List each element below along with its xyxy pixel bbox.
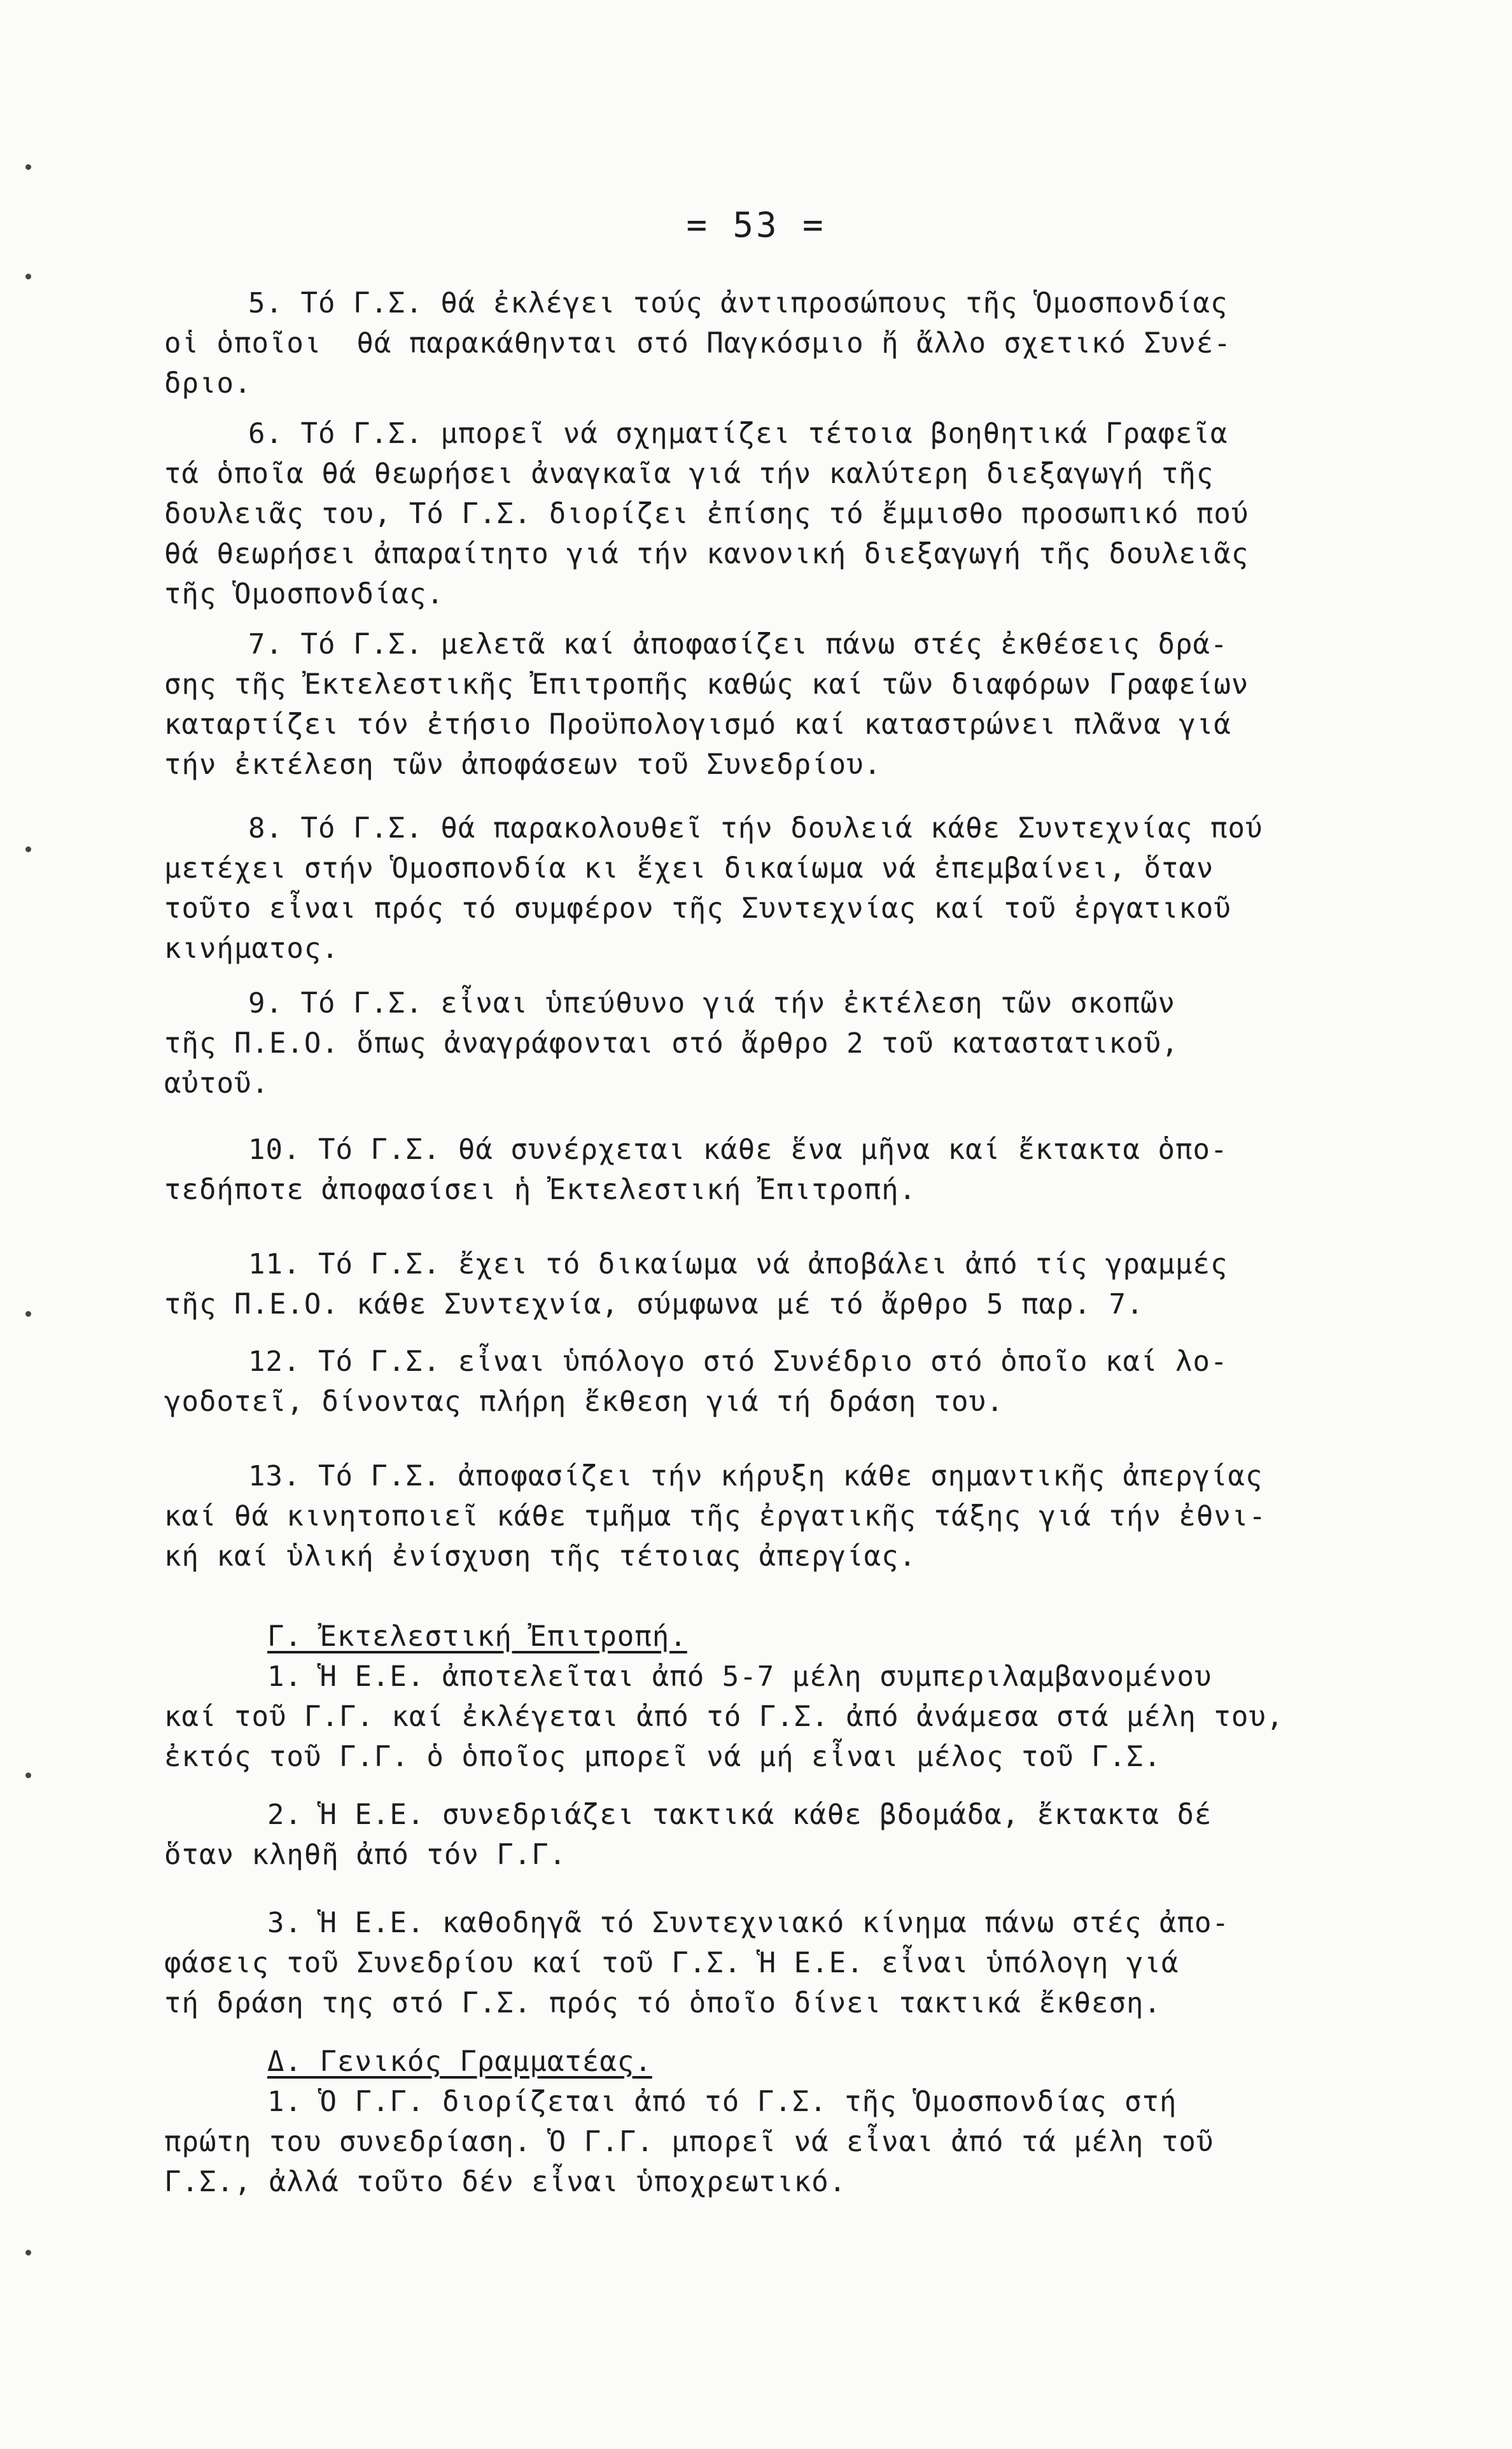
text-line: τήν ἐκτέλεση τῶν ἀποφάσεων τοῦ Συνεδρίου. (164, 748, 882, 781)
text-line: τῆς Ὁμοσπονδίας. (164, 578, 444, 610)
text-line: 8. Τό Γ.Σ. θά παρακολουθεῖ τήν δουλειά κάθε Συντεχνίας πού (248, 812, 1263, 845)
left-margin-mark (25, 1311, 31, 1317)
text-line: γοδοτεῖ, δίνοντας πλήρη ἔκθεση γιά τή δράση του. (164, 1386, 1004, 1418)
text-line: δριο. (164, 367, 252, 400)
section-heading: Δ. Γενικός Γραμματέας. (267, 2046, 652, 2078)
text-line: 11. Τό Γ.Σ. ἔχει τό δικαίωμα νά ἀποβάλει ἀπό τίς γραμμές (248, 1248, 1228, 1281)
left-margin-mark (25, 164, 31, 170)
text-line: 10. Τό Γ.Σ. θά συνέρχεται κάθε ἕνα μῆνα καί ἔκτακτα ὁπο- (248, 1133, 1228, 1166)
text-line: θά θεωρήσει ἀπαραίτητο γιά τήν κανονική διεξαγωγή τῆς δουλειᾶς (164, 538, 1249, 570)
left-margin-mark (25, 274, 31, 279)
text-line: οἱ ὁποῖοι θά παρακάθηνται στό Παγκόσμιο ἤ ἄλλο σχετικό Συνέ- (164, 327, 1231, 360)
text-line: 6. Τό Γ.Σ. μπορεῖ νά σχηματίζει τέτοια βοηθητικά Γραφεῖα (248, 418, 1228, 450)
text-line: 3. Ἡ Ε.Ε. καθοδηγᾶ τό Συντεχνιακό κίνημα πάνω στές ἀπο- (267, 1907, 1229, 1939)
text-line: φάσεις τοῦ Συνεδρίου καί τοῦ Γ.Σ. Ἡ Ε.Ε. εἶναι ὑπόλογη γιά (164, 1947, 1179, 1979)
text-line: τοῦτο εἶναι πρός τό συμφέρον τῆς Συντεχνίας καί τοῦ ἐργατικοῦ (164, 892, 1231, 925)
text-line: σης τῆς Ἐκτελεστικῆς Ἐπιτροπῆς καθώς καί τῶν διαφόρων Γραφείων (164, 668, 1249, 701)
text-line: κινήματος. (164, 932, 339, 965)
text-line: κή καί ὑλική ἐνίσχυση τῆς τέτοιας ἀπεργίας. (164, 1540, 917, 1573)
text-line: 1. Ἡ Ε.Ε. ἀποτελεῖται ἀπό 5-7 μέλη συμπεριλαμβανομένου (267, 1660, 1212, 1693)
text-line: τῆς Π.Ε.Ο. ὅπως ἀναγράφονται στό ἄρθρο 2 τοῦ καταστατικοῦ, (164, 1027, 1179, 1060)
text-line: καί θά κινητοποιεῖ κάθε τμῆμα τῆς ἐργατικῆς τάξης γιά τήν ἐθνι- (164, 1500, 1266, 1533)
text-line: 12. Τό Γ.Σ. εἶναι ὑπόλογο στό Συνέδριο στό ὁποῖο καί λο- (248, 1345, 1228, 1378)
text-line: πρώτη του συνεδρίαση. Ὁ Γ.Γ. μπορεῖ νά εἶναι ἀπό τά μέλη τοῦ (164, 2126, 1214, 2158)
text-line: τή δράση της στό Γ.Σ. πρός τό ὁποῖο δίνει τακτικά ἔκθεση. (164, 1987, 1161, 2019)
text-line: 13. Τό Γ.Σ. ἀποφασίζει τήν κήρυξη κάθε σημαντικῆς ἀπεργίας (248, 1460, 1263, 1492)
text-line: καταρτίζει τόν ἐτήσιο Προϋπολογισμό καί καταστρώνει πλᾶνα γιά (164, 708, 1231, 741)
text-line: 7. Τό Γ.Σ. μελετᾶ καί ἀποφασίζει πάνω στές ἐκθέσεις δρά- (248, 628, 1228, 661)
text-line: Γ.Σ., ἀλλά τοῦτο δέν εἶναι ὑποχρεωτικό. (164, 2166, 847, 2198)
text-line: δουλειᾶς του, Τό Γ.Σ. διορίζει ἐπίσης τό ἔμμισθο προσωπικό πού (164, 498, 1249, 530)
text-line: τῆς Π.Ε.Ο. κάθε Συντεχνία, σύμφωνα μέ τό ἄρθρο 5 παρ. 7. (164, 1288, 1144, 1321)
text-line: καί τοῦ Γ.Γ. καί ἐκλέγεται ἀπό τό Γ.Σ. ἀπό ἀνάμεσα στά μέλη του, (164, 1701, 1284, 1733)
text-line: τεδήποτε ἀποφασίσει ἡ Ἐκτελεστική Ἐπιτροπή. (164, 1174, 917, 1206)
text-line: 1. Ὁ Γ.Γ. διορίζεται ἀπό τό Γ.Σ. τῆς Ὁμοσπονδίας στή (267, 2086, 1177, 2118)
text-line: ὅταν κληθῆ ἀπό τόν Γ.Γ. (164, 1839, 567, 1871)
left-margin-mark (25, 1772, 31, 1778)
text-line: ἐκτός τοῦ Γ.Γ. ὁ ὁποῖος μπορεῖ νά μή εἶναι μέλος τοῦ Γ.Σ. (164, 1741, 1161, 1773)
left-margin-mark (25, 846, 31, 852)
text-line: 9. Τό Γ.Σ. εἶναι ὑπεύθυνο γιά τήν ἐκτέλεση τῶν σκοπῶν (248, 987, 1175, 1020)
text-line: τά ὁποῖα θά θεωρήσει ἀναγκαῖα γιά τήν καλύτερη διεξαγωγή τῆς (164, 458, 1214, 490)
page-number: = 53 = (686, 205, 826, 245)
text-line: 5. Τό Γ.Σ. θά ἐκλέγει τούς ἀντιπροσώπους τῆς Ὁμοσπονδίας (248, 287, 1228, 319)
text-line: αὐτοῦ. (164, 1067, 269, 1100)
left-margin-mark (25, 2250, 31, 2256)
text-line: μετέχει στήν Ὁμοσπονδία κι ἔχει δικαίωμα νά ἐπεμβαίνει, ὅταν (164, 852, 1214, 885)
text-line: 2. Ἡ Ε.Ε. συνεδριάζει τακτικά κάθε βδομάδα, ἔκτακτα δέ (267, 1799, 1212, 1831)
section-heading: Γ. Ἐκτελεστική Ἐπιτροπή. (267, 1620, 687, 1653)
